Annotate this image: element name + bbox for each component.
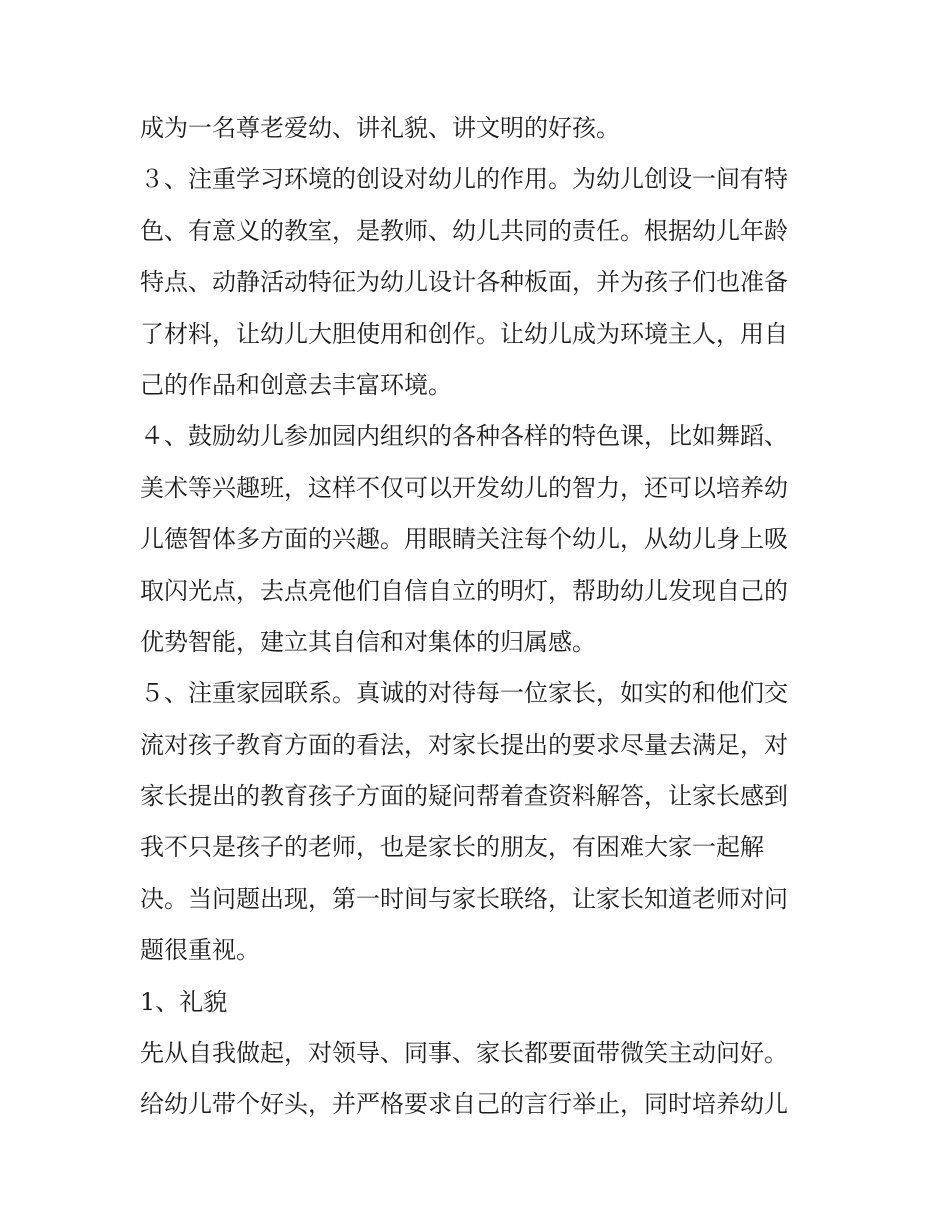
text-line: 美术等兴趣班，这样不仅可以开发幼儿的智力，还可以培养幼 bbox=[140, 473, 788, 502]
text-line: ３、注重学习环境的创设对幼儿的作用。为幼儿创设一间有特 bbox=[140, 165, 788, 194]
text-line: 流对孩子教育方面的看法，对家长提出的要求尽量去满足，对 bbox=[140, 730, 788, 759]
text-line: 给幼儿带个好头，并严格要求自己的言行举止，同时培养幼儿 bbox=[140, 1090, 788, 1119]
text-line: 取闪光点，去点亮他们自信自立的明灯，帮助幼儿发现自己的 bbox=[140, 576, 788, 605]
text-line: 成为一名尊老爱幼、讲礼貌、讲文明的好孩。 bbox=[140, 114, 620, 142]
text-line: 先从自我做起，对领导、同事、家长都要面带微笑主动问好。 bbox=[140, 1039, 788, 1068]
text-line: 了材料，让幼儿大胆使用和创作。让幼儿成为环境主人，用自 bbox=[140, 319, 788, 348]
text-line: 我不只是孩子的老师，也是家长的朋友，有困难大家一起解 bbox=[140, 833, 764, 862]
text-line: 决。当问题出现，第一时间与家长联络，让家长知道老师对问 bbox=[140, 884, 788, 913]
body-text bbox=[140, 103, 840, 1131]
text-line: 儿德智体多方面的兴趣。用眼睛关注每个幼儿，从幼儿身上吸 bbox=[140, 525, 788, 554]
text-line: 题很重视。 bbox=[140, 936, 260, 965]
text-line: 家长提出的教育孩子方面的疑问帮着查资料解答，让家长感到 bbox=[140, 782, 788, 811]
section-heading: 1、礼貌 bbox=[140, 987, 228, 1016]
text-line: ５、注重家园联系。真诚的对待每一位家长，如实的和他们交 bbox=[140, 679, 788, 708]
text-line: 特点、动静活动特征为幼儿设计各种板面，并为孩子们也准备 bbox=[140, 268, 788, 297]
text-line: 色、有意义的教室，是教师、幼儿共同的责任。根据幼儿年龄 bbox=[140, 216, 788, 245]
text-line: ４、鼓励幼儿参加园内组织的各种各样的特色课，比如舞蹈、 bbox=[140, 422, 788, 451]
text-line: 优势智能，建立其自信和对集体的归属感。 bbox=[140, 627, 596, 656]
text-line: 己的作品和创意去丰富环境。 bbox=[140, 370, 452, 399]
